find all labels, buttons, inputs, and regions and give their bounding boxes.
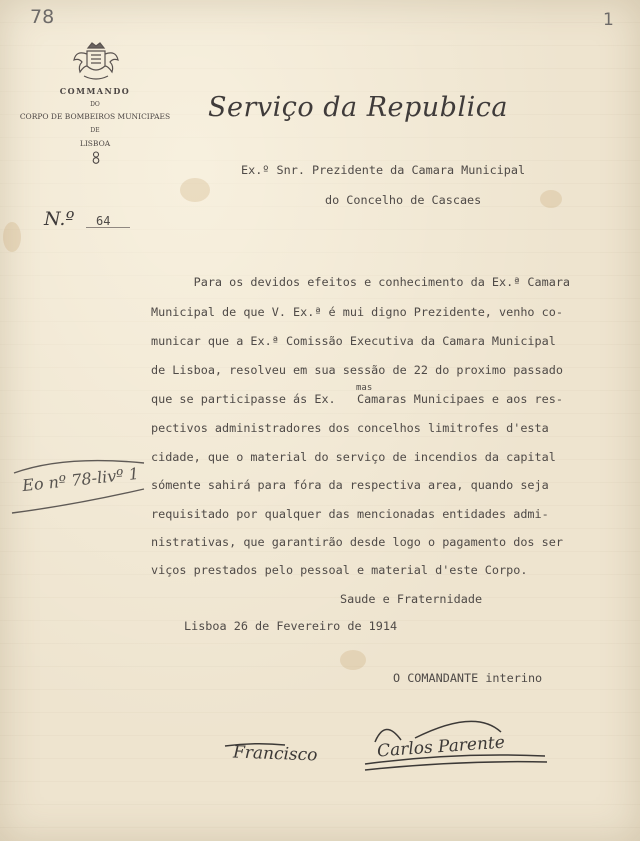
date-line: Lisboa 26 de Fevereiro de 1914 xyxy=(184,619,398,633)
signature-first-name: Francisco xyxy=(232,742,318,766)
letterhead-de: DE xyxy=(90,127,100,134)
letterhead-city: LISBOA xyxy=(79,139,111,148)
addressee-line-1: Ex.º Snr. Prezidente da Camara Municipal xyxy=(241,163,526,177)
salutation: Saude e Fraternidade xyxy=(340,592,483,606)
body-line: pectivos administradores dos concelhos limitrofes d'esta xyxy=(151,421,549,435)
paper-stain xyxy=(340,650,366,670)
body-line: que se participasse ás Ex. Camaras Municipaes e aos res- xyxy=(151,392,563,406)
number-underline xyxy=(86,227,130,228)
number-label: N.º xyxy=(44,208,75,230)
superscript-mas: mas xyxy=(356,383,373,393)
addressee-line-2: do Concelho de Cascaes xyxy=(325,193,482,207)
margin-note: Eo nº 78-livº 1 xyxy=(21,463,140,496)
signature-surname: Carlos Parente xyxy=(376,732,506,762)
archive-number: 78 xyxy=(30,6,55,28)
paper-stain xyxy=(180,178,210,202)
body-line: de Lisboa, resolveu em sua sessão de 22 do proximo passado xyxy=(151,363,563,377)
emblem-icon xyxy=(91,151,101,164)
body-line: municar que a Ex.ª Comissão Executiva da Camara Municipal xyxy=(151,334,556,348)
letterhead-corps: CORPO DE BOMBEIROS MUNICIPAES xyxy=(19,112,171,121)
letterhead-command: COMMANDO xyxy=(59,86,131,96)
body-line: Municipal de que V. Ex.ª é mui digno Prezidente, venho co- xyxy=(151,305,563,319)
page-number: 1 xyxy=(603,10,614,30)
paper-stain xyxy=(540,190,562,208)
coat-of-arms-icon xyxy=(70,40,122,82)
paper-stain xyxy=(3,222,21,252)
service-title: Serviço da Republica xyxy=(208,92,508,123)
body-line: Para os devidos efeitos e conhecimento da Ex.ª Camara xyxy=(151,275,571,289)
body-line: viços prestados pelo pessoal e material d'este Corpo. xyxy=(151,563,528,577)
body-line: cidade, que o material do serviço de incendios da capital xyxy=(151,450,556,464)
number-value: 64 xyxy=(96,214,111,228)
body-line: sómente sahirá para fóra da respectiva area, quando seja xyxy=(151,478,549,492)
body-line: nistrativas, que garantirão desde logo o pagamento dos ser xyxy=(151,535,563,549)
letterhead-do: DO xyxy=(90,101,100,108)
signatory-title: O COMANDANTE interino xyxy=(393,671,543,685)
body-line: requisitado por qualquer das mencionadas entidades admi- xyxy=(151,507,549,521)
